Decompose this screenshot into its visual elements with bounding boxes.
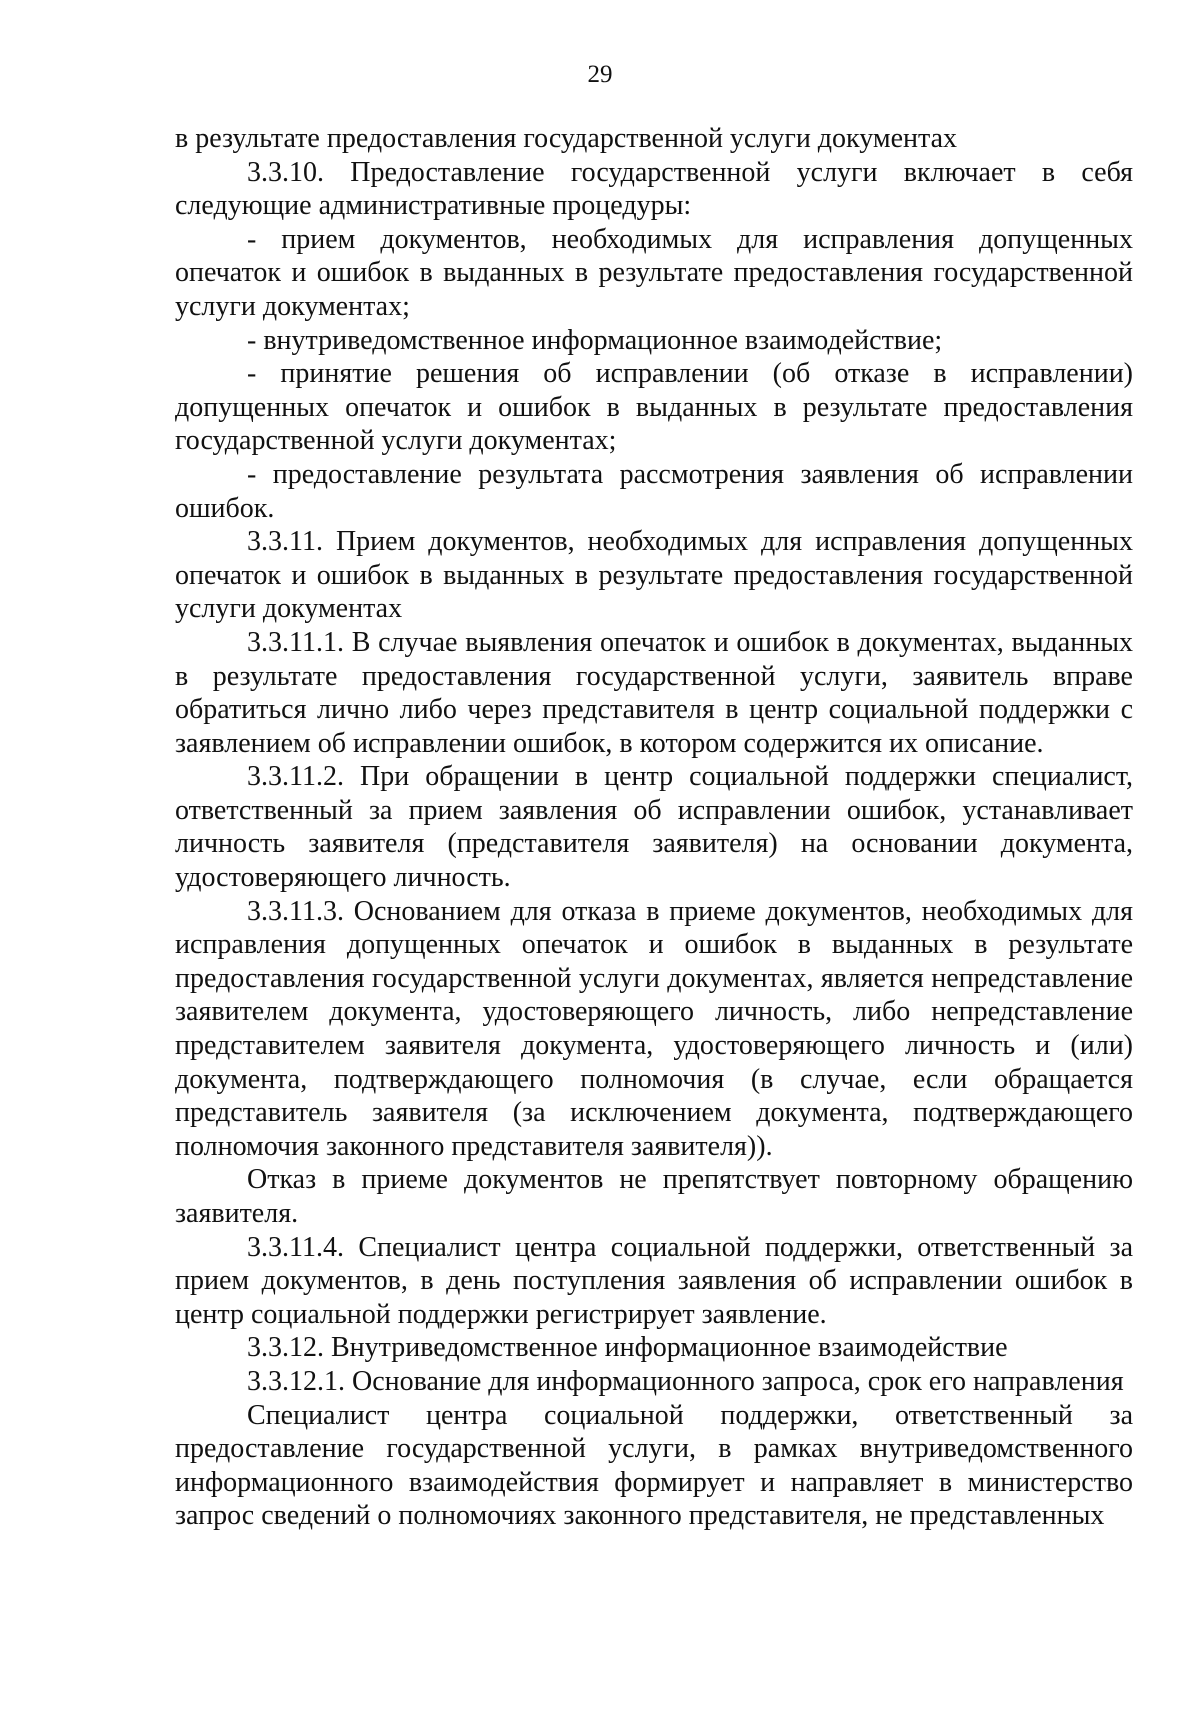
list-item-interaction: - внутриведомственное информационное взаимодействие;	[247, 324, 943, 356]
paragraph-3-3-10: 3.3.10. Предоставление государственной услуги включает в себя следующие административные процедуры:	[175, 156, 1133, 222]
paragraph-3-3-11: 3.3.11. Прием документов, необходимых для исправления допущенных опечаток и ошибок в выданных в результате предоставления государственной услуги документах	[175, 526, 1133, 625]
document-body	[175, 122, 1133, 1533]
paragraph-3-3-11-3: 3.3.11.3. Основанием для отказа в приеме документов, необходимых для исправления допущенных опечаток и ошибок в выданных в результате предоставления государственной услуги документах, является непредставление заявителем документа, удостоверяющего личность, либо непредставление представителем заявителя документа, удостоверяющего личность и (или) документа, подтверждающего полномочия (в случае, если обращается представитель заявителя (за исключением документа, подтверждающего полномочия законного представителя заявителя)).	[175, 895, 1133, 1162]
paragraph-specialist: Специалист центра социальной поддержки, ответственный за предоставление государственной услуги, в рамках внутриведомственного информационного взаимодействия формирует и направляет в министерство запрос сведений о полномочиях законного представителя, не представленных	[175, 1399, 1133, 1532]
paragraph-3-3-11-1: 3.3.11.1. В случае выявления опечаток и ошибок в документах, выданных в результате предоставления государственной услуги, заявитель вправе обратиться лично либо через представителя в центр социальной поддержки с заявлением об исправлении ошибок, в котором содержится их описание.	[175, 626, 1133, 759]
list-item-decision: - принятие решения об исправлении (об отказе в исправлении) допущенных опечаток и ошибок в выданных в результате предоставления государственной услуги документах;	[175, 358, 1133, 457]
list-item-reception: - прием документов, необходимых для исправления допущенных опечаток и ошибок в выданных в результате предоставления государственной услуги документах;	[175, 223, 1133, 322]
paragraph-continuation: в результате предоставления государственной услуги документах	[175, 123, 958, 154]
paragraph-refusal: Отказ в приеме документов не препятствует повторному обращению заявителя.	[175, 1164, 1133, 1229]
paragraph-3-3-11-2: 3.3.11.2. При обращении в центр социальной поддержки специалист, ответственный за прием заявления об исправлении ошибок, устанавливает личность заявителя (представителя заявителя) на основании документа, удостоверяющего личность.	[175, 761, 1133, 894]
paragraph-3-3-11-4: 3.3.11.4. Специалист центра социальной поддержки, ответственный за прием документов, в день поступления заявления об исправлении ошибок в центр социальной поддержки регистрирует заявление.	[175, 1231, 1133, 1330]
page-number: 29	[587, 61, 613, 88]
paragraph-3-3-12: 3.3.12. Внутриведомственное информационное взаимодействие	[247, 1332, 1008, 1364]
paragraph-3-3-12-1: 3.3.12.1. Основание для информационного запроса, срок его направления	[247, 1365, 1124, 1397]
list-item-result: - предоставление результата рассмотрения заявления об исправлении ошибок.	[175, 458, 1133, 524]
